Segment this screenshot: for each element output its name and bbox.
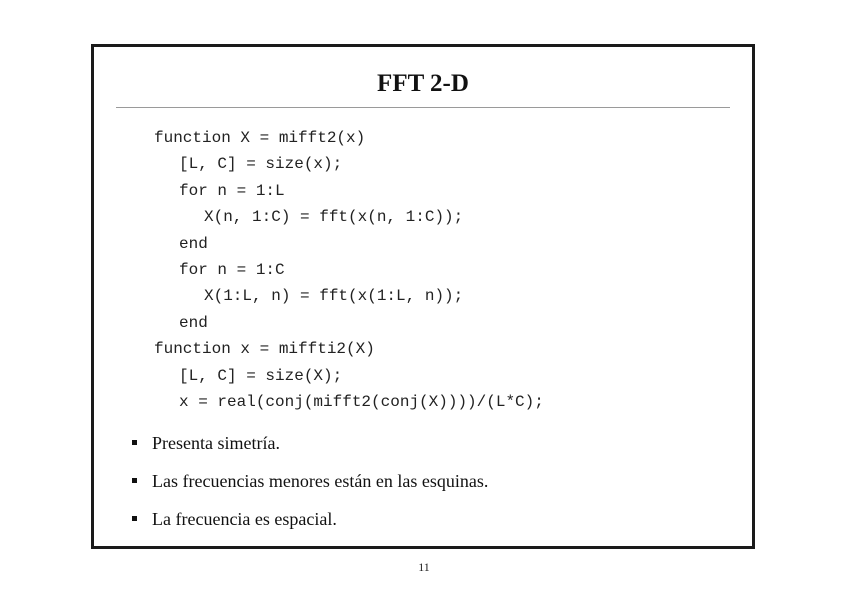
- bullet-item: [124, 469, 488, 493]
- code-line: X(1:L, n) = fft(x(1:L, n));: [204, 287, 464, 306]
- code-line: [L, C] = size(X);: [179, 366, 343, 385]
- bullet-text: Las frecuencias menores están en las esquinas.: [152, 471, 489, 491]
- code-line: function x = miffti2(X): [154, 340, 375, 359]
- bullet-text: La frecuencia es espacial.: [152, 509, 337, 529]
- code-line: function X = mifft2(x): [154, 129, 366, 147]
- code-line: x = real(conj(mifft2(conj(X))))/(L*C);: [179, 392, 544, 411]
- code-line: for n = 1:L: [179, 181, 285, 200]
- bullet-list: [124, 431, 488, 545]
- title-divider: [116, 107, 730, 108]
- bullet-text: Presenta simetría.: [152, 433, 280, 453]
- square-bullet-icon: [132, 440, 137, 445]
- code-line: for n = 1:C: [179, 260, 285, 279]
- code-line: [L, C] = size(x);: [179, 155, 343, 174]
- code-line: end: [179, 313, 208, 332]
- code-line: X(n, 1:C) = fft(x(n, 1:C));: [204, 208, 464, 227]
- square-bullet-icon: [132, 478, 137, 483]
- code-block: [154, 125, 544, 415]
- code-line: end: [179, 234, 208, 253]
- slide-title: FFT 2-D: [377, 70, 469, 97]
- slide-frame: [91, 44, 755, 549]
- square-bullet-icon: [132, 516, 137, 521]
- bullet-item: [124, 507, 488, 531]
- bullet-item: [124, 431, 488, 455]
- page-number: 11: [418, 560, 430, 574]
